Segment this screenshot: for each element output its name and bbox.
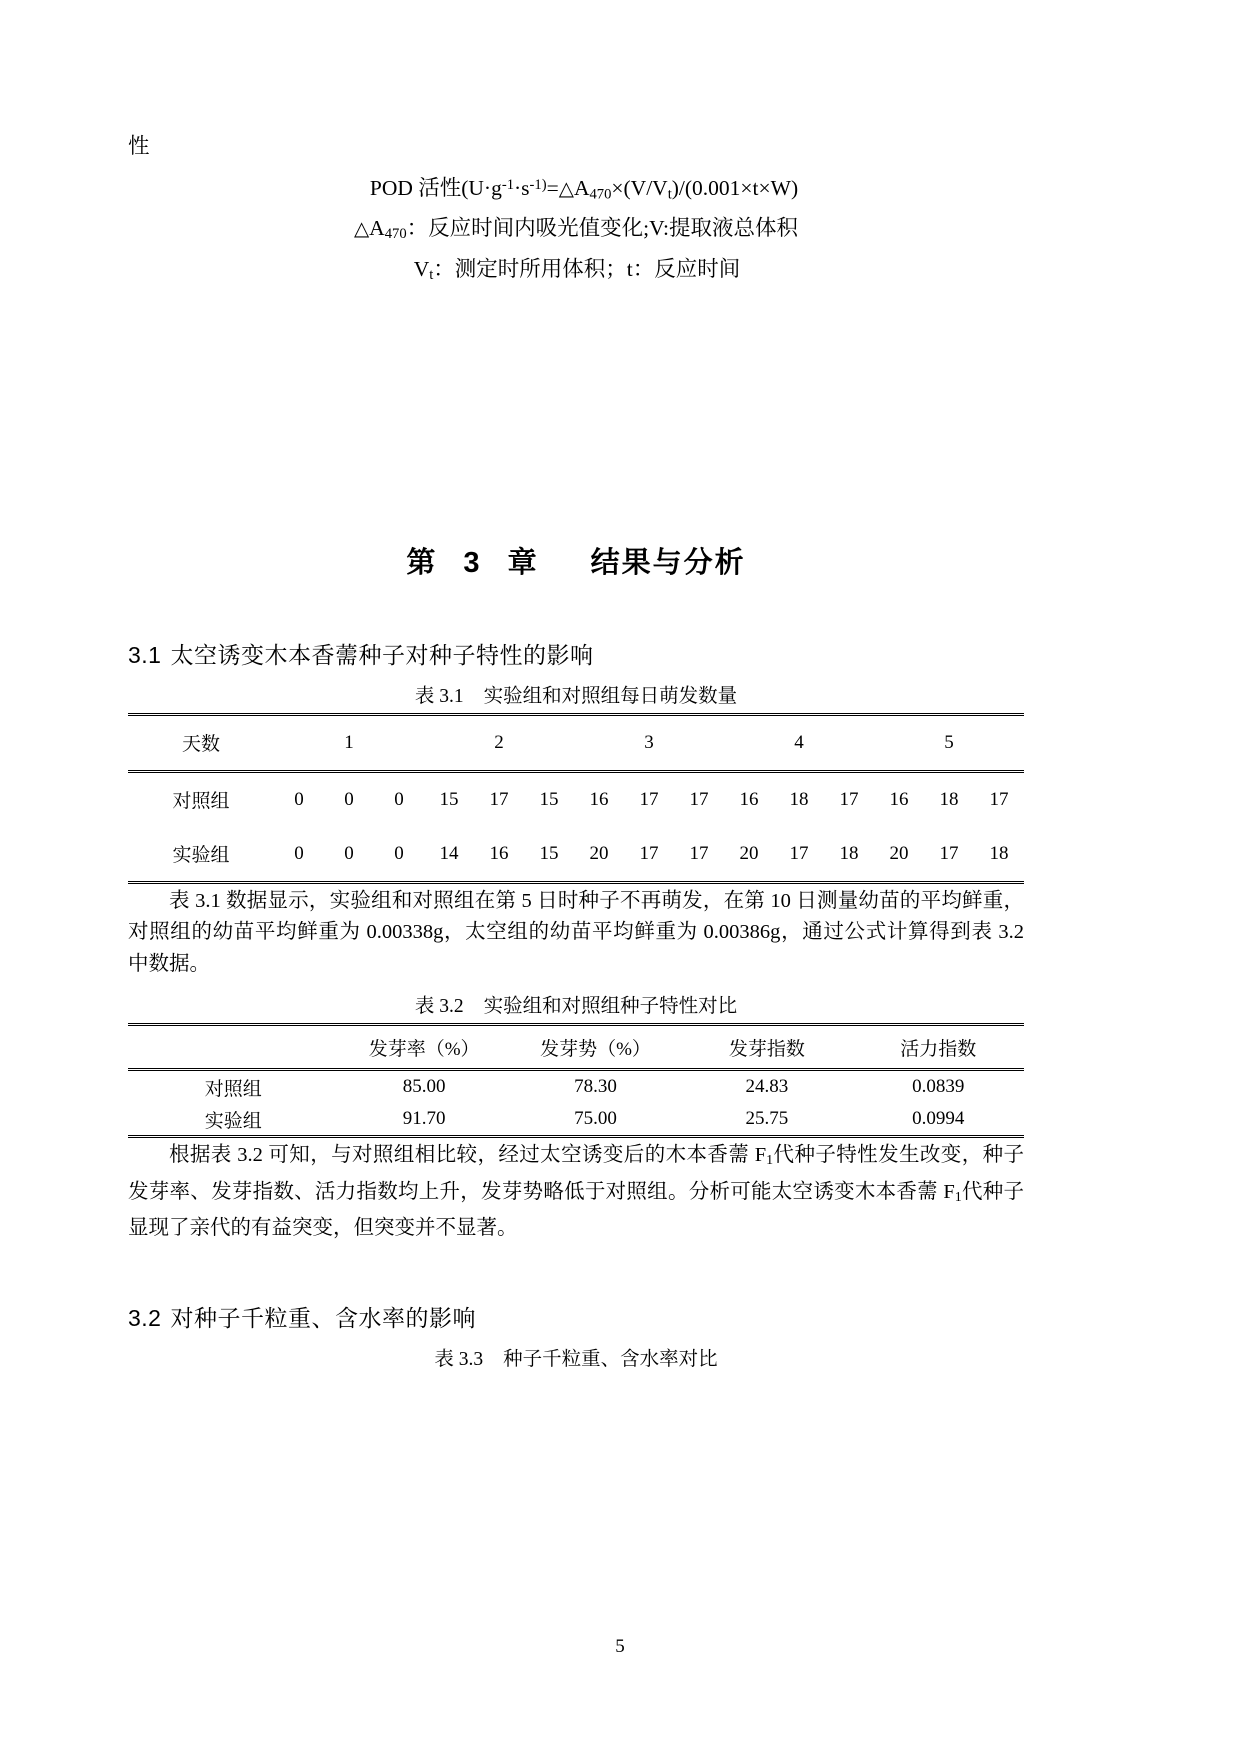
formula-line-2 bbox=[128, 211, 1024, 251]
table-31-row-0-group-1 bbox=[274, 771, 424, 827]
formula-line-1 bbox=[128, 168, 1024, 211]
formula-sub-470: 470 bbox=[589, 186, 612, 203]
formula-sub-t: t bbox=[667, 186, 672, 203]
formula3-v: V bbox=[413, 256, 430, 281]
cell-value: 85.00 bbox=[402, 1076, 446, 1098]
formula-line-3 bbox=[128, 252, 1024, 292]
formula-sup-2: -1) bbox=[529, 177, 547, 193]
cell-value: 17 bbox=[939, 842, 959, 864]
paragraph-2-part-1: 根据表 3.2 可知，与对照组相比较，经过太空诱变后的木本香薷 F bbox=[169, 1144, 767, 1167]
table-32-row-0-label: 对照组 bbox=[204, 1078, 262, 1100]
page-number: 5 bbox=[615, 1636, 625, 1657]
cell-value: 17 bbox=[689, 842, 709, 864]
formula-pod-lead: POD 活性(U·g bbox=[369, 176, 502, 201]
delta-triangle-icon: △ bbox=[558, 178, 574, 201]
cell-value: 91.70 bbox=[402, 1108, 446, 1130]
formula-sup-1: -1 bbox=[501, 177, 515, 193]
cell-value: 18 bbox=[789, 788, 809, 810]
table-31-row-1-group-4 bbox=[724, 827, 874, 883]
table-31-caption-label: 表 3.1 bbox=[414, 685, 464, 707]
table-31-row-1-group-5 bbox=[874, 827, 1024, 883]
section-number-3-2: 3.2 bbox=[128, 1305, 162, 1332]
table-31-row-0-group-3 bbox=[574, 771, 724, 827]
cell-value: 17 bbox=[989, 788, 1009, 810]
cell-value: 0 bbox=[344, 842, 354, 864]
cell-value: 15 bbox=[439, 788, 459, 810]
cell-value: 16 bbox=[889, 788, 909, 810]
cell-value: 17 bbox=[639, 842, 659, 864]
cell-value: 0 bbox=[344, 788, 354, 810]
cell-value: 14 bbox=[439, 842, 459, 864]
section-heading-3-1 bbox=[128, 637, 1024, 670]
page-content bbox=[128, 128, 1024, 1376]
table-32-header-row bbox=[128, 1025, 1024, 1070]
chapter-title bbox=[128, 540, 1024, 581]
cell-value: 17 bbox=[489, 788, 509, 810]
paragraph-2-sub-2: 1 bbox=[954, 1189, 962, 1205]
cell-value: 15 bbox=[539, 788, 559, 810]
paragraph-table31-analysis: 表 3.1 数据显示，实验组和对照组在第 5 日时种子不再萌发，在第 10 日测量幼苗的平均鲜重，对照组的幼苗平均鲜重为 0.00338g，太空组的幼苗平均鲜重为 0.00386g，通过公式计算得到表 3.2 中数据。 bbox=[128, 889, 1024, 975]
formula3-sub-t: t bbox=[429, 266, 434, 283]
section-number-3-1: 3.1 bbox=[128, 641, 162, 668]
table-31-header-day-5: 5 bbox=[944, 731, 954, 753]
cell-value: 78.30 bbox=[574, 1076, 617, 1098]
table-31-row-0-label: 对照组 bbox=[172, 791, 230, 813]
cell-value: 0 bbox=[394, 788, 404, 810]
paragraph-2-part-2: 代种子特性发生改变，种子发芽率、发芽指数、活力指数均上升，发芽势略低于对照组。分析可能太空诱变木本香薷 F bbox=[128, 1144, 1025, 1203]
formula3-text: ：测定时所用体积；t：反应时间 bbox=[433, 256, 741, 281]
table-33-caption bbox=[128, 1343, 1024, 1371]
cell-value: 17 bbox=[839, 788, 859, 810]
cell-value: 20 bbox=[889, 842, 909, 864]
table-31-row-1-group-3 bbox=[574, 827, 724, 883]
chapter-number: 3 bbox=[463, 546, 482, 579]
table-31-header-day-1: 1 bbox=[344, 731, 354, 753]
table-32-header-germination-rate: 发芽率（%） bbox=[368, 1038, 480, 1060]
table-31 bbox=[128, 713, 1024, 884]
delta-triangle-icon-2: △ bbox=[353, 218, 370, 241]
cell-value: 75.00 bbox=[574, 1108, 617, 1130]
cell-value: 16 bbox=[489, 842, 509, 864]
table-31-row-0-group-4 bbox=[724, 771, 874, 827]
formula-mid: ·s bbox=[514, 176, 530, 201]
orphan-character: 性 bbox=[128, 134, 151, 158]
chapter-unit: 章 bbox=[507, 546, 539, 579]
cell-value: 20 bbox=[589, 842, 609, 864]
cell-value: 15 bbox=[539, 842, 559, 864]
cell-value: 0 bbox=[294, 788, 304, 810]
cell-value: 0 bbox=[394, 842, 404, 864]
table-31-row-1-group-1 bbox=[274, 827, 424, 883]
cell-value: 20 bbox=[739, 842, 759, 864]
table-32 bbox=[128, 1023, 1024, 1138]
cell-value: 17 bbox=[789, 842, 809, 864]
paragraph-table32-analysis bbox=[128, 1140, 1024, 1244]
formula-tail: ×(V/V bbox=[611, 176, 668, 201]
table-31-row-1-label: 实验组 bbox=[172, 845, 230, 867]
cell-value: 17 bbox=[639, 788, 659, 810]
table-32-row-1-label: 实验组 bbox=[204, 1110, 262, 1132]
cell-value: 16 bbox=[739, 788, 759, 810]
table-33-caption-text: 种子千粒重、含水率对比 bbox=[503, 1349, 718, 1371]
table-31-header-day-4: 4 bbox=[794, 731, 804, 753]
section-heading-3-2 bbox=[128, 1300, 1024, 1333]
cell-value: 16 bbox=[589, 788, 609, 810]
table-33-caption-label: 表 3.3 bbox=[434, 1349, 484, 1371]
cell-value: 0.0994 bbox=[912, 1108, 965, 1130]
table-row bbox=[128, 827, 1024, 883]
cell-value: 18 bbox=[989, 842, 1009, 864]
table-32-header-blank bbox=[128, 1025, 338, 1070]
table-31-row-0-group-2 bbox=[424, 771, 574, 827]
cell-value: 17 bbox=[689, 788, 709, 810]
cell-value: 0.0839 bbox=[912, 1076, 965, 1098]
chapter-prefix: 第 bbox=[406, 546, 438, 579]
chapter-title-text: 结果与分析 bbox=[590, 546, 746, 579]
table-32-caption-text: 实验组和对照组种子特性对比 bbox=[483, 996, 738, 1018]
table-32-header-germination-energy: 发芽势（%） bbox=[540, 1038, 651, 1060]
table-31-header-days: 天数 bbox=[181, 734, 220, 756]
table-row bbox=[128, 1070, 1024, 1104]
formula-a: A bbox=[573, 176, 590, 201]
formula2-sub-470: 470 bbox=[384, 226, 407, 243]
table-31-row-0-group-5 bbox=[874, 771, 1024, 827]
cell-value: 24.83 bbox=[745, 1076, 789, 1098]
cell-value: 0 bbox=[294, 842, 304, 864]
formula-block bbox=[128, 168, 1024, 292]
formula-equals: = bbox=[546, 176, 559, 201]
table-31-header-row bbox=[128, 714, 1024, 771]
formula2-text: ：反应时间内吸光值变化;V:提取液总体积 bbox=[406, 216, 799, 241]
table-32-header-vigor-index: 活力指数 bbox=[900, 1038, 977, 1060]
table-31-row-1-group-2 bbox=[424, 827, 574, 883]
section-title-3-2: 对种子千粒重、含水率的影响 bbox=[170, 1305, 476, 1332]
table-31-header-day-3: 3 bbox=[644, 731, 654, 753]
table-31-caption bbox=[128, 680, 1024, 708]
table-31-header-day-2: 2 bbox=[494, 731, 504, 753]
formula-tail-2: )/(0.001×t×W) bbox=[671, 176, 799, 201]
formula2-a: A bbox=[369, 216, 385, 241]
table-row bbox=[128, 771, 1024, 827]
table-32-caption bbox=[128, 990, 1024, 1018]
table-row bbox=[128, 1103, 1024, 1137]
table-31-caption-text: 实验组和对照组每日萌发数量 bbox=[483, 685, 738, 707]
cell-value: 18 bbox=[839, 842, 859, 864]
paragraph-2-sub-1: 1 bbox=[766, 1153, 774, 1169]
cell-value: 25.75 bbox=[745, 1108, 789, 1130]
paragraph-2-part-3: 代种子显现了亲代的有益突变，但突变并不显著。 bbox=[128, 1180, 1025, 1239]
section-title-3-1: 太空诱变木本香薷种子对种子特性的影响 bbox=[170, 641, 594, 668]
cell-value: 18 bbox=[939, 788, 959, 810]
table-32-header-germination-index: 发芽指数 bbox=[728, 1038, 805, 1060]
table-32-caption-label: 表 3.2 bbox=[414, 996, 464, 1018]
